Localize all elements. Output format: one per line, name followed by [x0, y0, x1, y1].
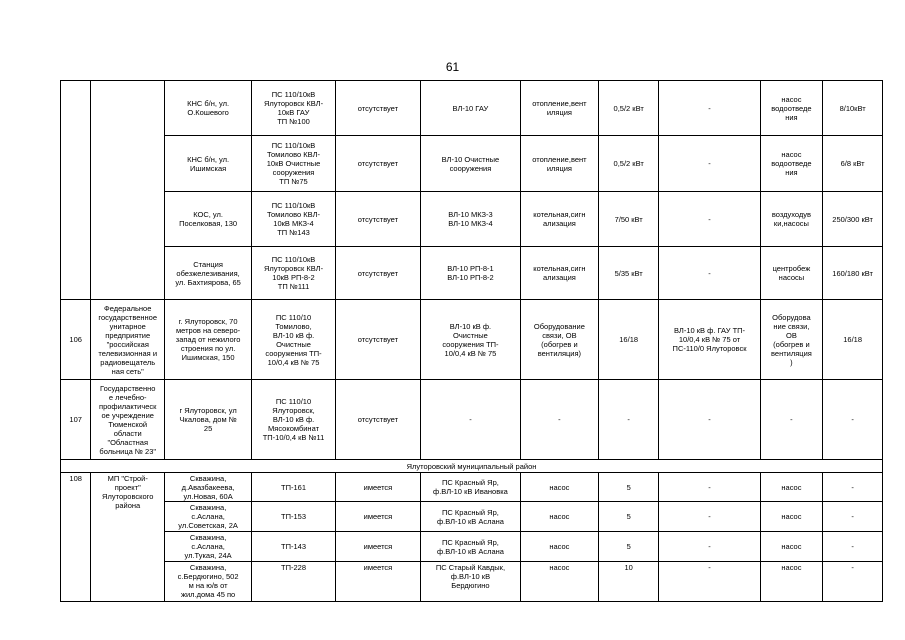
- power-source-cell: ТП-153: [252, 502, 336, 532]
- capacity-cell: -: [823, 532, 883, 562]
- alt-source-cell: ВЛ-10 кВ ф. ГАУ ТП- 10/0,4 кВ № 75 от ПС-110/0 Ялуторовск: [659, 300, 760, 380]
- object-cell: Скважина, с.Бердюгино, 502 м на ю/в от жил.дома 45 по: [165, 562, 252, 602]
- reserve-cell: имеется: [335, 562, 420, 602]
- reserve-cell: отсутствует: [335, 192, 420, 247]
- num-cell-empty: [61, 81, 91, 300]
- table-row: [61, 192, 883, 247]
- reserve-cell: имеется: [335, 502, 420, 532]
- table-row: [61, 247, 883, 300]
- power-supply-table: [60, 80, 883, 602]
- equipment-cell: насос: [760, 502, 823, 532]
- reserve-cell: отсутствует: [335, 380, 420, 460]
- table-row: [61, 502, 883, 532]
- power-source-cell: ТП-161: [252, 473, 336, 502]
- power-source-cell: ПС 110/10кВ Ялуторовск КВЛ- 10кВ РП-8-2 ТП №111: [252, 247, 336, 300]
- power-source-cell: ПС 110/10кВ Ялуторовск КВЛ- 10кВ ГАУ ТП №100: [252, 81, 336, 136]
- line-cell: ВЛ-10 РП-8-1 ВЛ-10 РП-8-2: [420, 247, 520, 300]
- capacity-cell: -: [823, 473, 883, 502]
- load-cell: 0,5/2 кВт: [598, 81, 659, 136]
- organization-cell: Федеральное государственное унитарное предприятие "российская телевизионная и радиовещатель ная сеть": [91, 300, 165, 380]
- line-cell: ПС Красный Яр, ф.ВЛ-10 кВ Ивановка: [420, 473, 520, 502]
- organization-cell: МП "Строй- проект" Ялуторовского района: [91, 473, 165, 602]
- object-cell: КНС б/н, ул. О.Кошевого: [165, 81, 252, 136]
- equipment-cell: насос водоотведе ния: [760, 81, 823, 136]
- reserve-cell: отсутствует: [335, 81, 420, 136]
- load-cell: 16/18: [598, 300, 659, 380]
- reserve-cell: отсутствует: [335, 247, 420, 300]
- capacity-cell: 8/10кВт: [823, 81, 883, 136]
- line-cell: ПС Старый Кавдык, ф.ВЛ-10 кВ Бердюгино: [420, 562, 520, 602]
- object-cell: Скважина, д.Авазбакеева, ул.Новая, 60А: [165, 473, 252, 502]
- capacity-cell: -: [823, 502, 883, 532]
- alt-source-cell: -: [659, 81, 760, 136]
- load-cell: 10: [598, 562, 659, 602]
- object-cell: Скважина, с.Аслана, ул.Советская, 2А: [165, 502, 252, 532]
- object-cell: Скважина, с.Аслана, ул.Тукая, 24А: [165, 532, 252, 562]
- object-cell: КНС б/н, ул. Ишимская: [165, 136, 252, 192]
- equipment-cell: насос: [760, 562, 823, 602]
- purpose-cell: котельная,сигн ализация: [520, 192, 598, 247]
- reserve-cell: отсутствует: [335, 136, 420, 192]
- equipment-cell: насос: [760, 473, 823, 502]
- reserve-cell: имеется: [335, 473, 420, 502]
- section-row: [61, 460, 883, 473]
- alt-source-cell: -: [659, 562, 760, 602]
- alt-source-cell: -: [659, 192, 760, 247]
- object-cell: Станция обезжелезивания, ул. Бахтиярова, 65: [165, 247, 252, 300]
- load-cell: 5/35 кВт: [598, 247, 659, 300]
- line-cell: ВЛ-10 ГАУ: [420, 81, 520, 136]
- purpose-cell: насос: [520, 532, 598, 562]
- section-title: Ялуторовский муниципальный район: [61, 460, 883, 473]
- row-number-cell: 106: [61, 300, 91, 380]
- power-source-cell: ПС 110/10 Ялуторовск, ВЛ-10 кВ ф. Мясокомбинат ТП-10/0,4 кВ №11: [252, 380, 336, 460]
- capacity-cell: 160/180 кВт: [823, 247, 883, 300]
- alt-source-cell: -: [659, 473, 760, 502]
- equipment-cell: насос водоотведе ния: [760, 136, 823, 192]
- equipment-cell: насос: [760, 532, 823, 562]
- purpose-cell: -: [520, 380, 598, 460]
- purpose-cell: котельная,сигн ализация: [520, 247, 598, 300]
- table-row: [61, 532, 883, 562]
- row-number-cell: 107: [61, 380, 91, 460]
- table-row: [61, 380, 883, 460]
- equipment-cell: -: [760, 380, 823, 460]
- power-source-cell: ТП-228: [252, 562, 336, 602]
- purpose-cell: отопление,вент иляция: [520, 81, 598, 136]
- line-cell: ПС Красный Яр, ф.ВЛ-10 кВ Аслана: [420, 502, 520, 532]
- reserve-cell: имеется: [335, 532, 420, 562]
- table-row: [61, 81, 883, 136]
- equipment-cell: Оборудова ние связи, ОВ (обогрев и вентиляция ): [760, 300, 823, 380]
- object-cell: г Ялуторовск, ул Чкалова, дом № 25: [165, 380, 252, 460]
- alt-source-cell: -: [659, 380, 760, 460]
- load-cell: 5: [598, 502, 659, 532]
- capacity-cell: 6/8 кВт: [823, 136, 883, 192]
- line-cell: -: [420, 380, 520, 460]
- line-cell: ВЛ-10 кВ ф. Очистные сооружения ТП- 10/0,4 кВ № 75: [420, 300, 520, 380]
- capacity-cell: 16/18: [823, 300, 883, 380]
- power-source-cell: ПС 110/10кВ Томилово КВЛ- 10кВ МКЗ-4 ТП №143: [252, 192, 336, 247]
- purpose-cell: Оборудование связи, ОВ (обогрев и вентиляция): [520, 300, 598, 380]
- power-source-cell: ПС 110/10кВ Томилово КВЛ- 10кВ Очистные сооружения ТП №75: [252, 136, 336, 192]
- object-cell: г. Ялуторовск, 70 метров на северо- запад от нежилого строения по ул. Ишимская, 150: [165, 300, 252, 380]
- purpose-cell: насос: [520, 562, 598, 602]
- table-row: [61, 136, 883, 192]
- load-cell: 7/50 кВт: [598, 192, 659, 247]
- purpose-cell: насос: [520, 502, 598, 532]
- alt-source-cell: -: [659, 532, 760, 562]
- line-cell: ВЛ-10 МКЗ-3 ВЛ-10 МКЗ-4: [420, 192, 520, 247]
- purpose-cell: отопление,вент иляция: [520, 136, 598, 192]
- capacity-cell: -: [823, 562, 883, 602]
- table-row: [61, 300, 883, 380]
- load-cell: 5: [598, 473, 659, 502]
- alt-source-cell: -: [659, 136, 760, 192]
- page-number: 61: [445, 60, 460, 74]
- alt-source-cell: -: [659, 502, 760, 532]
- line-cell: ВЛ-10 Очистные сооружения: [420, 136, 520, 192]
- equipment-cell: центробеж насосы: [760, 247, 823, 300]
- purpose-cell: насос: [520, 473, 598, 502]
- load-cell: -: [598, 380, 659, 460]
- power-source-cell: ТП-143: [252, 532, 336, 562]
- equipment-cell: воздуходув ки,насосы: [760, 192, 823, 247]
- row-number-cell: 108: [61, 473, 91, 602]
- power-source-cell: ПС 110/10 Томилово, ВЛ-10 кВ ф. Очистные сооружения ТП- 10/0,4 кВ № 75: [252, 300, 336, 380]
- organization-cell: Государственно е лечебно- профилактическ ое учреждение Тюменской области "Областная больница № 23": [91, 380, 165, 460]
- load-cell: 0,5/2 кВт: [598, 136, 659, 192]
- object-cell: КОС, ул. Поселковая, 130: [165, 192, 252, 247]
- reserve-cell: отсутствует: [335, 300, 420, 380]
- capacity-cell: -: [823, 380, 883, 460]
- load-cell: 5: [598, 532, 659, 562]
- capacity-cell: 250/300 кВт: [823, 192, 883, 247]
- alt-source-cell: -: [659, 247, 760, 300]
- line-cell: ПС Красный Яр, ф.ВЛ-10 кВ Аслана: [420, 532, 520, 562]
- table-row: [61, 473, 883, 502]
- table-row: [61, 562, 883, 602]
- org-cell-empty: [91, 81, 165, 300]
